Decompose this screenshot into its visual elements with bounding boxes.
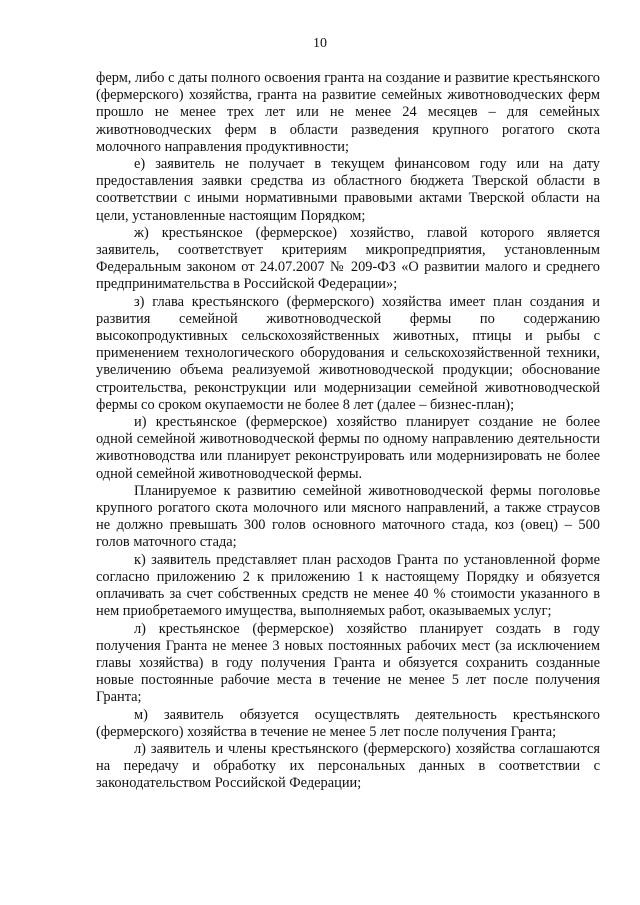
paragraph-livestock-limit: Планируемое к развитию семейной животноводческой фермы поголовье крупного рогатого скота молочного или мясного направлений, а также страусов не должно превышать 300 голов основного маточного стада, коз (овец) – 500 голов маточного стада;: [96, 482, 600, 551]
document-body: [96, 70, 600, 793]
paragraph-item-m: м) заявитель обязуется осуществлять деятельность крестьянского (фермерского) хозяйства в течение не менее 5 лет после получения Гранта;: [96, 706, 600, 740]
paragraph-item-k: к) заявитель представляет план расходов Гранта по установленной форме согласно приложению 2 к приложению 1 к настоящему Порядку и обязуется оплачивать за счет собственных средств не менее 40 % стоимости указанного в нем приобретаемого имущества, выполняемых работ, оказываемых услуг;: [96, 551, 600, 620]
paragraph-item-l-second: л) заявитель и члены крестьянского (фермерского) хозяйства соглашаются на передачу и обработку их персональных данных в соответствии с законодательством Российской Федерации;: [96, 740, 600, 792]
paragraph-item-i: и) крестьянское (фермерское) хозяйство планирует создание не более одной семейной животноводческой фермы по одному направлению деятельности животноводства или планирует реконструировать или модернизировать не более одной семейной животноводческой фермы.: [96, 414, 600, 482]
paragraph-item-z: з) глава крестьянского (фермерского) хозяйства имеет план создания и развития семейной животноводческой фермы по содержанию высокопродуктивных сельскохозяйственных животных, птицы и рыбы с применением технологического оборудования и сельскохозяйственной техники, увеличению объема реализуемой животноводческой продукции; обоснование строительства, реконструкции или модернизации семейной животноводческой фермы со сроком окупаемости не более 8 лет (далее – бизнес-план);: [96, 293, 600, 413]
paragraph-item-zh: ж) крестьянское (фермерское) хозяйство, главой которого является заявитель, соответствует критериям микропредприятия, установленным Федеральным законом от 24.07.2007 № 209-ФЗ «О развитии малого и среднего предпринимательства в Российской Федерации»;: [96, 224, 600, 293]
paragraph-item-l: л) крестьянское (фермерское) хозяйство планирует создать в году получения Гранта не менее 3 новых постоянных рабочих мест (за исключением главы хозяйства) в году получения Гранта и обязуется сохранить созданные новые постоянные рабочие места в течение не менее 5 лет после получения Гранта;: [96, 620, 600, 706]
paragraph-continuation: ферм, либо с даты полного освоения гранта на создание и развитие крестьянского (фермерского) хозяйства, гранта на развитие семейных животноводческих ферм прошло не менее трех лет или не менее 24 месяцев – для семейных животноводческих ферм в области разведения крупного рогатого скота молочного направления продуктивности;: [96, 70, 600, 155]
page-number: 10: [313, 36, 327, 51]
paragraph-item-e: е) заявитель не получает в текущем финансовом году или на дату предоставления заявки средства из областного бюджета Тверской области в соответствии с иными нормативными правовыми актами Тверской области на цели, установленные настоящим Порядком;: [96, 156, 600, 224]
